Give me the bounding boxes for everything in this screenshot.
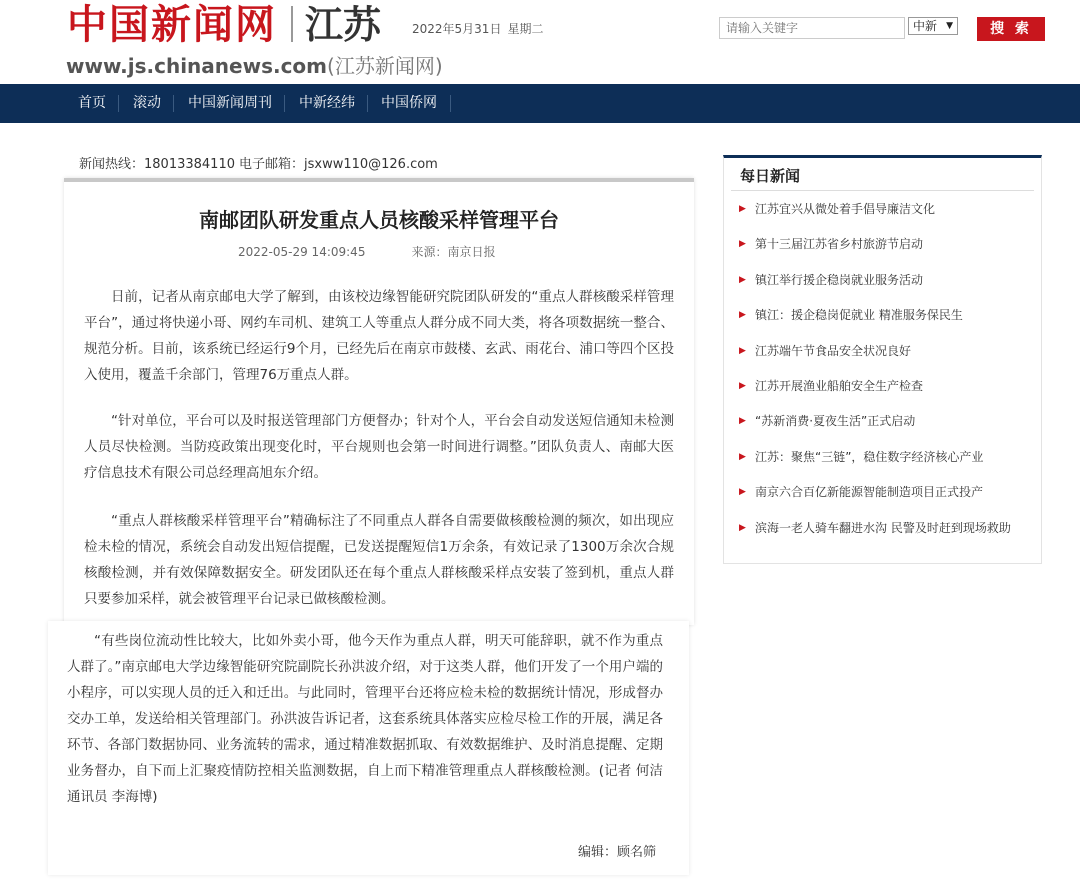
region-logo[interactable]: 江苏: [305, 3, 382, 47]
site-url: [66, 50, 443, 79]
nav-item-home[interactable]: 首页: [78, 95, 106, 111]
triangle-bullet-icon: ▶: [739, 310, 746, 321]
daily-news-item[interactable]: [739, 518, 1034, 553]
site-logo[interactable]: 中国新闻网: [67, 1, 277, 48]
triangle-bullet-icon: ▶: [739, 416, 746, 427]
daily-news-item[interactable]: [739, 447, 1034, 482]
dropdown-arrow-icon: ▼: [946, 21, 953, 31]
triangle-bullet-icon: ▶: [739, 239, 746, 250]
search-button[interactable]: 搜 索: [977, 17, 1045, 41]
article-paragraph: “重点人群核酸采样管理平台”精确标注了不同重点人群各自需要做核酸检测的频次，如出现应检未检的情况，系统会自动发出短信提醒，已发送提醒短信1万余条，有效记录了1300万余次合规核酸检测，并有效保障数据安全。研发团队还在每个重点人群核酸采样点安装了签到机，重点人群只要参加采样，就会被管理平台记录已做核酸检测。: [84, 513, 674, 607]
article-title: 南邮团队研发重点人员核酸采样管理平台: [199, 208, 559, 232]
daily-news-item[interactable]: [739, 234, 1034, 269]
nav-item-newsweek[interactable]: 中国新闻周刊: [188, 95, 272, 111]
daily-news-link[interactable]: 江苏端午节食品安全状况良好: [755, 343, 912, 358]
triangle-bullet-icon: ▶: [739, 204, 746, 214]
daily-news-link[interactable]: 江苏宜兴从微处着手倡导廉洁文化: [755, 202, 936, 216]
daily-news-link[interactable]: 滨海一老人骑车翻进水沟 民警及时赶到现场救助: [755, 520, 1011, 535]
daily-news-item[interactable]: [739, 199, 1034, 234]
date-display: [412, 20, 549, 37]
daily-news-link[interactable]: 江苏：聚焦“三链”，稳住数字经济核心产业: [755, 449, 984, 464]
daily-news-link[interactable]: 南京六合百亿新能源智能制造项目正式投产: [755, 485, 984, 500]
main-nav: [0, 84, 1080, 123]
article-source: 来源：南京日报: [411, 245, 496, 259]
daily-news-item[interactable]: [739, 305, 1034, 340]
triangle-bullet-icon: ▶: [739, 522, 746, 533]
article-meta: [238, 243, 495, 260]
daily-news-link[interactable]: 第十三届江苏省乡村旅游节启动: [755, 237, 924, 252]
daily-news-item[interactable]: [739, 411, 1034, 446]
daily-news-link[interactable]: 镇江举行援企稳岗就业服务活动: [755, 272, 924, 287]
nav-divider: [118, 95, 119, 112]
logo-divider: [291, 6, 293, 42]
nav-item-jingwei[interactable]: 中新经纬: [299, 95, 355, 111]
news-hotline: [79, 153, 442, 172]
article-editor: 编辑：顾名筛: [578, 845, 657, 860]
nav-divider: [450, 95, 451, 112]
article-datetime: 2022-05-29 14:09:45: [238, 245, 366, 259]
site-domain: www.js.chinanews.com: [66, 54, 328, 78]
triangle-bullet-icon: ▶: [739, 487, 746, 498]
daily-news-item[interactable]: [739, 341, 1034, 376]
current-weekday: 星期二: [507, 22, 544, 36]
triangle-bullet-icon: ▶: [739, 380, 746, 391]
daily-news-link[interactable]: 镇江：援企稳岗促就业 精准服务保民生: [755, 308, 963, 323]
nav-divider: [367, 95, 368, 112]
daily-news-list: [739, 199, 1034, 553]
triangle-bullet-icon: ▶: [739, 345, 746, 356]
nav-item-qiaowang[interactable]: 中国侨网: [381, 95, 437, 111]
daily-news-link[interactable]: 江苏开展渔业船舶安全生产检查: [755, 378, 924, 393]
triangle-bullet-icon: ▶: [739, 274, 746, 285]
daily-news-item[interactable]: [739, 482, 1034, 517]
article-paragraph: “有些岗位流动性比较大，比如外卖小哥，他今天作为重点人群，明天可能辞职，就不作为重点人群了。”南京邮电大学边缘智能研究院副院长孙洪波介绍，对于这类人群，他们开发了一个用户端的小程序，可以实现人员的迁入和迁出。与此同时，管理平台还将应检未检的数据统计情况，形成督办交办工单，发送给相关管理部门。孙洪波告诉记者，这套系统具体落实应检尽检工作的开展，满足各环节、各部门数据协同、业务流转的需求，通过精准数据抓取、有效数据维护、及时消息提醒、定期业务督办，自下而上汇聚疫情防控相关监测数据，自上而下精准管理重点人群核酸检测。(记者 何洁 通讯员 李海博): [67, 633, 663, 805]
daily-news-item[interactable]: [739, 376, 1034, 411]
site-name: (江苏新闻网): [327, 54, 443, 78]
search-scope-select[interactable]: [908, 17, 958, 35]
search-input[interactable]: 请输入关键字: [719, 17, 905, 39]
article-paragraph: “针对单位，平台可以及时报送管理部门方便督办；针对个人，平台会自动发送短信通知未检测人员尽快检测。当防疫政策出现变化时，平台规则也会第一时间进行调整。”团队负责人、南邮大医疗信息技术有限公司总经理高旭东介绍。: [84, 413, 674, 481]
triangle-bullet-icon: ▶: [739, 451, 746, 462]
search-scope-value: 中新: [913, 19, 938, 33]
daily-news-divider: [731, 190, 1034, 191]
nav-item-rolling[interactable]: 滚动: [133, 95, 161, 111]
hotline-email: 电子邮箱：jsxww110@126.com: [238, 157, 438, 172]
nav-divider: [284, 95, 285, 112]
daily-news-link[interactable]: “苏新消费·夏夜生活”正式启动: [755, 414, 916, 429]
nav-divider: [173, 95, 174, 112]
daily-news-title: 每日新闻: [740, 167, 801, 185]
hotline-phone: 新闻热线：18013384110: [79, 157, 235, 172]
current-date: 2022年5月31日: [412, 22, 502, 36]
daily-news-item[interactable]: [739, 270, 1034, 305]
article-paragraph: 日前，记者从南京邮电大学了解到，由该校边缘智能研究院团队研发的“重点人群核酸采样管理平台”，通过将快递小哥、网约车司机、建筑工人等重点人群分成不同大类，将各项数据统一整合、规范分析。目前，该系统已经运行9个月，已经先后在南京市鼓楼、玄武、雨花台、浦口等四个区投入使用，覆盖千余部门，管理76万重点人群。: [84, 289, 674, 383]
